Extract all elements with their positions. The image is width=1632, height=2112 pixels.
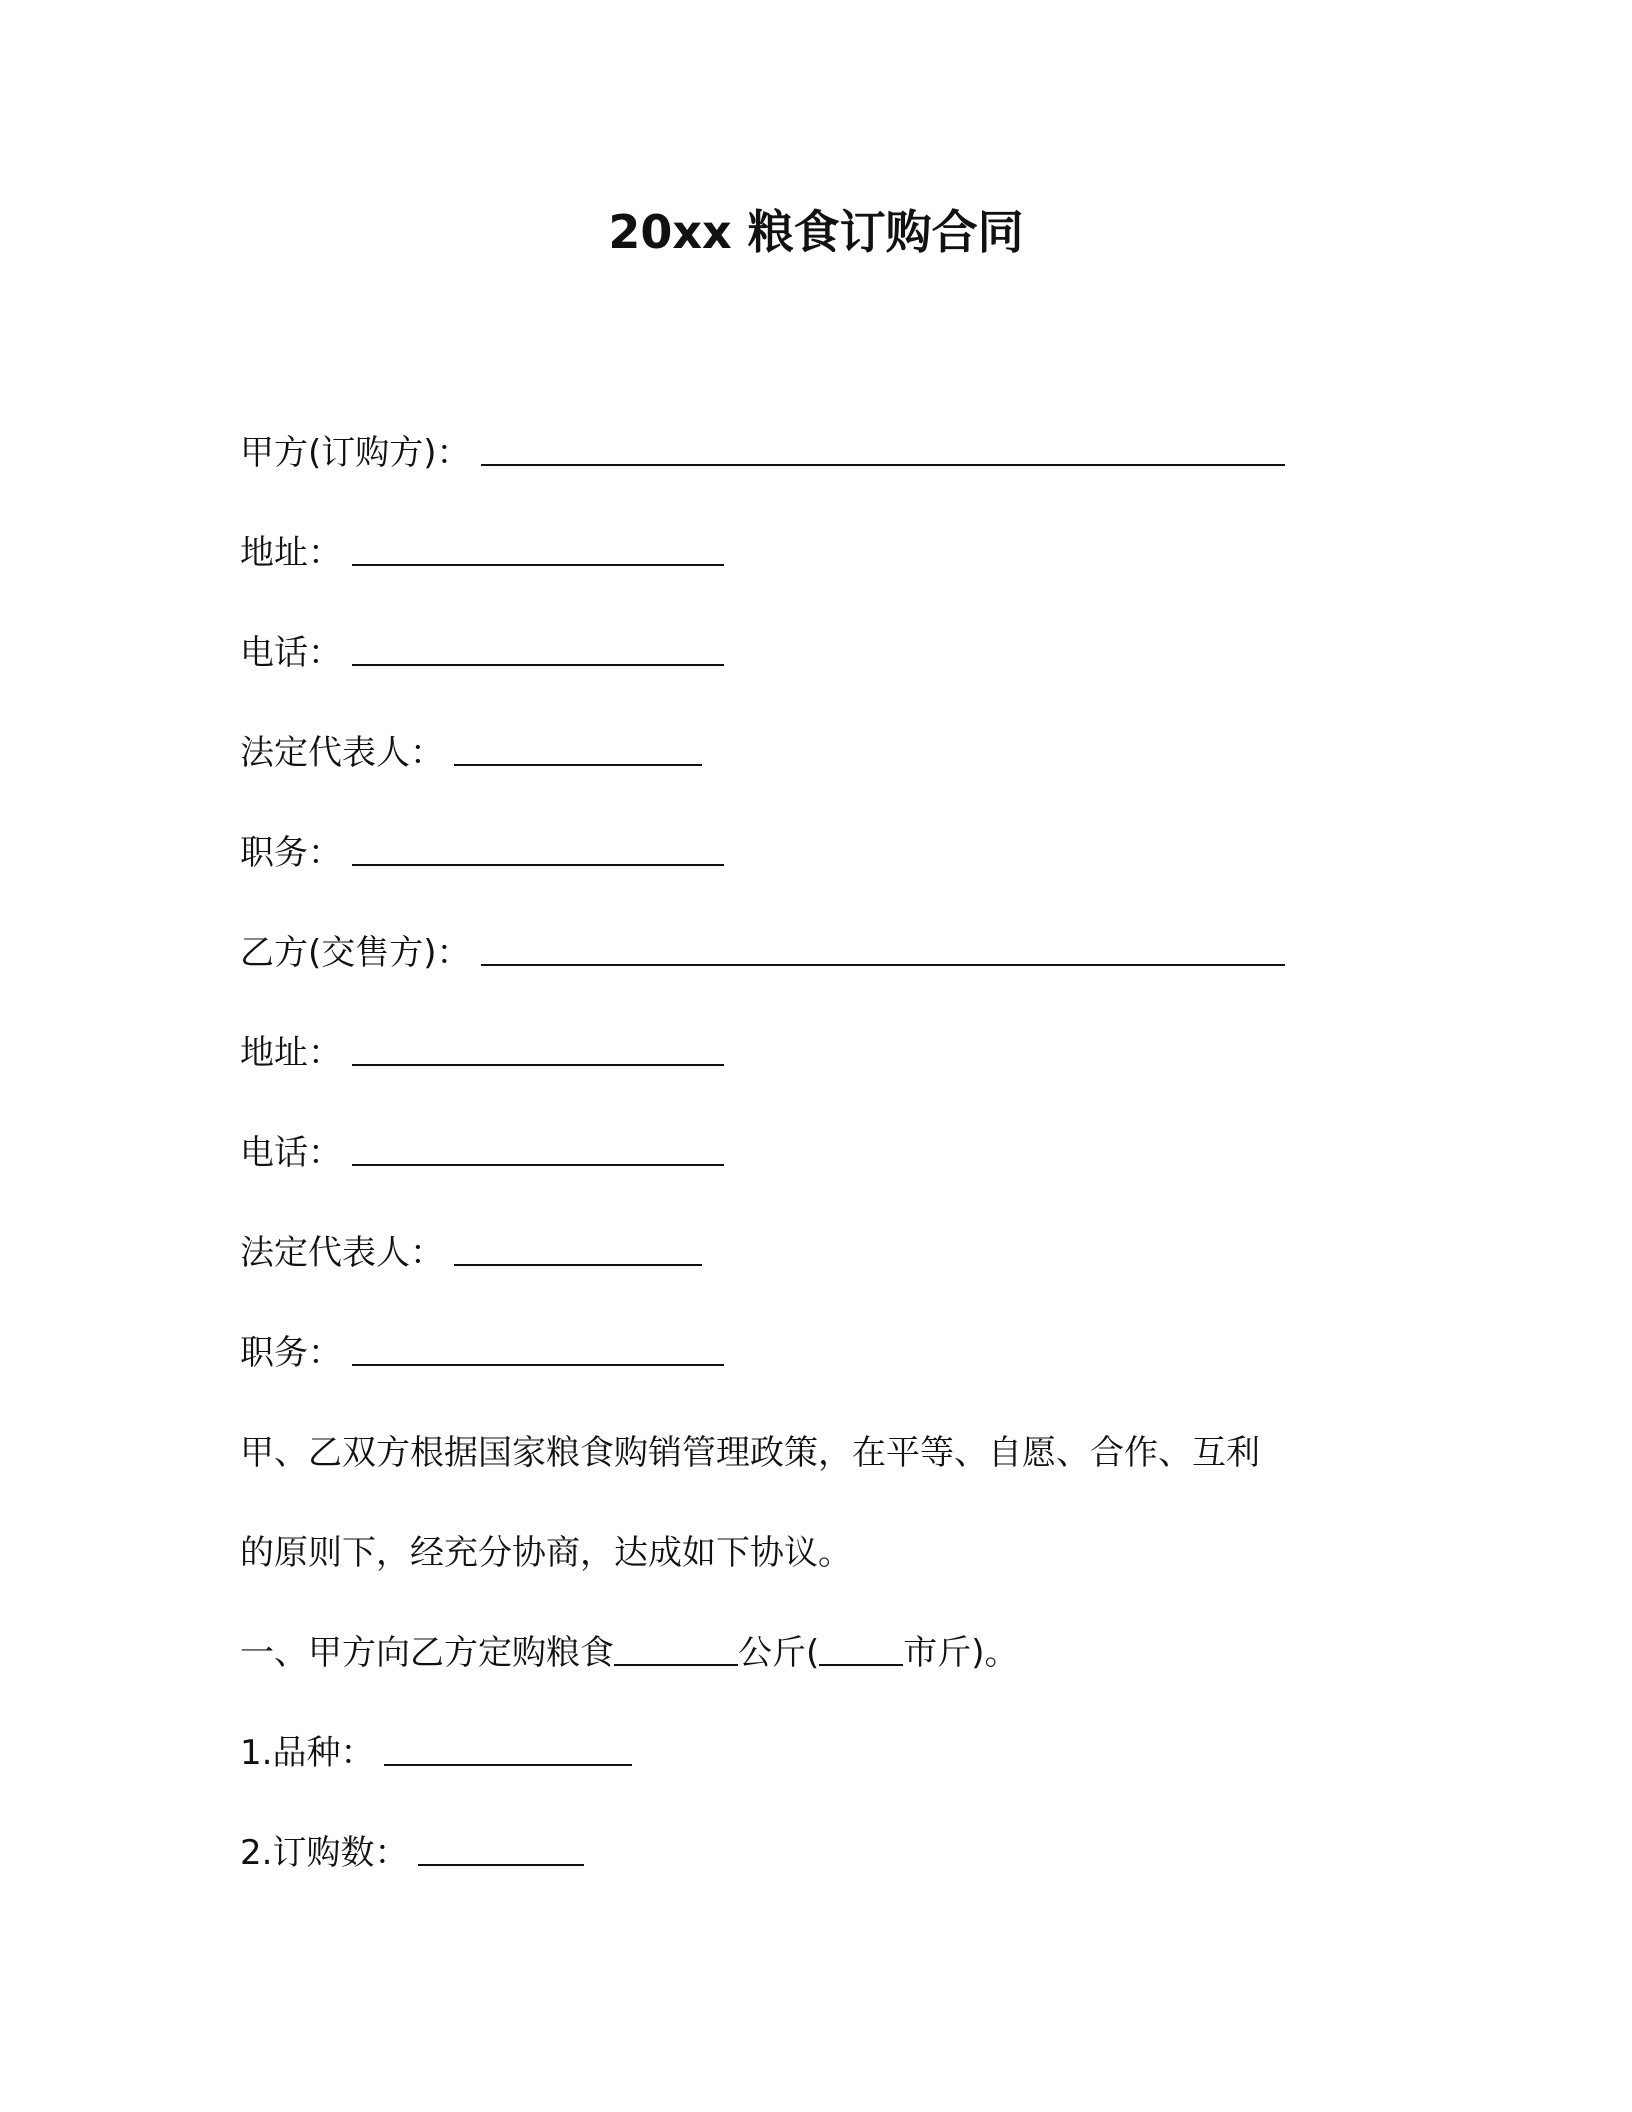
clause-1-prefix: 一、甲方向乙方定购粮食 (240, 1633, 614, 1673)
party-b-position-blank[interactable] (352, 1364, 724, 1366)
party-b-address-label: 地址： (240, 1033, 342, 1073)
item-1-label: 1.品种： (240, 1733, 375, 1773)
item-1-line (240, 1733, 632, 1773)
clause-1-unit2: 市斤)。 (903, 1633, 1019, 1673)
party-a-address-line (240, 533, 724, 573)
party-b-legal-rep-line (240, 1233, 702, 1273)
party-a-phone-blank[interactable] (352, 664, 724, 666)
party-b-position-label: 职务： (240, 1333, 342, 1373)
party-b-phone-blank[interactable] (352, 1164, 724, 1166)
party-b-blank[interactable] (481, 964, 1285, 966)
party-b-legal-rep-label: 法定代表人： (240, 1233, 444, 1273)
item-2-blank[interactable] (418, 1864, 584, 1866)
party-a-line (240, 433, 1285, 473)
party-b-line (240, 933, 1285, 973)
item-1-blank[interactable] (384, 1764, 632, 1766)
party-a-legal-rep-label: 法定代表人： (240, 733, 444, 773)
party-a-blank[interactable] (481, 464, 1285, 466)
party-a-phone-line (240, 633, 724, 673)
party-b-address-line (240, 1033, 724, 1073)
intro-paragraph-line1: 甲、乙双方根据国家粮食购销管理政策，在平等、自愿、合作、互利 (240, 1433, 1260, 1473)
party-a-position-label: 职务： (240, 833, 342, 873)
party-b-phone-line (240, 1133, 724, 1173)
clause-1-line (240, 1633, 1019, 1673)
party-a-legal-rep-line (240, 733, 702, 773)
item-2-line (240, 1833, 584, 1873)
party-a-position-blank[interactable] (352, 864, 724, 866)
document-title: 20xx 粮食订购合同 (608, 205, 1024, 259)
party-a-address-label: 地址： (240, 533, 342, 573)
party-b-phone-label: 电话： (240, 1133, 342, 1173)
party-a-position-line (240, 833, 724, 873)
intro-paragraph-line2: 的原则下，经充分协商，达成如下协议。 (240, 1533, 852, 1573)
item-2-label: 2.订购数： (240, 1833, 409, 1873)
party-a-legal-rep-blank[interactable] (454, 764, 702, 766)
clause-1-kg-blank[interactable] (614, 1664, 738, 1666)
clause-1-unit1: 公斤( (738, 1633, 820, 1673)
party-a-label: 甲方(订购方)： (240, 433, 471, 473)
party-b-legal-rep-blank[interactable] (454, 1264, 702, 1266)
party-b-label: 乙方(交售方)： (240, 933, 471, 973)
party-b-position-line (240, 1333, 724, 1373)
party-a-address-blank[interactable] (352, 564, 724, 566)
clause-1-jin-blank[interactable] (819, 1664, 903, 1666)
party-a-phone-label: 电话： (240, 633, 342, 673)
party-b-address-blank[interactable] (352, 1064, 724, 1066)
